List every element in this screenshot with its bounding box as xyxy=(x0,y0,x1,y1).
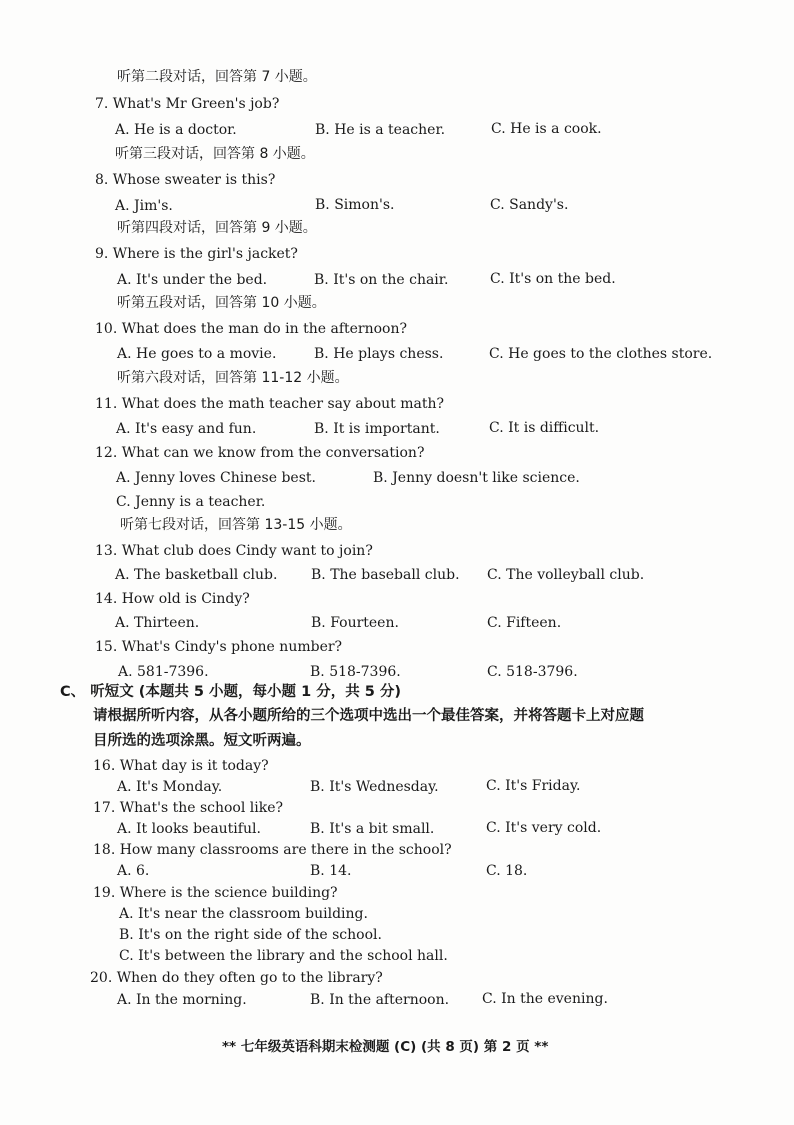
q17-option-b: B. It's a bit small. xyxy=(310,821,435,837)
q19-option-a: A. It's near the classroom building. xyxy=(119,906,368,922)
q10-option-b: B. He plays chess. xyxy=(314,346,444,362)
page-footer: ** 七年级英语科期末检测题 (C) (共 8 页) 第 2 页 ** xyxy=(222,1039,549,1055)
q8-option-a: A. Jim's. xyxy=(115,198,173,214)
q13-option-b: B. The baseball club. xyxy=(311,567,460,583)
q9-stem: 9. Where is the girl's jacket? xyxy=(95,246,298,262)
q9-option-b: B. It's on the chair. xyxy=(314,272,449,288)
q7-option-a: A. He is a doctor. xyxy=(115,122,237,138)
q8-option-c: C. Sandy's. xyxy=(490,197,569,213)
q7-option-c: C. He is a cook. xyxy=(491,121,602,137)
dialogue-6-prompt: 听第六段对话，回答第 11-12 小题。 xyxy=(117,370,349,386)
q14-stem: 14. How old is Cindy? xyxy=(95,591,250,607)
q18-stem: 18. How many classrooms are there in the school? xyxy=(93,842,452,858)
q16-option-a: A. It's Monday. xyxy=(117,779,223,795)
q16-stem: 16. What day is it today? xyxy=(93,758,269,774)
dialogue-7-prompt: 听第七段对话，回答第 13-15 小题。 xyxy=(120,517,352,533)
q17-option-c: C. It's very cold. xyxy=(486,820,602,836)
q12-option-a: A. Jenny loves Chinese best. xyxy=(116,470,316,486)
q10-option-c: C. He goes to the clothes store. xyxy=(489,346,713,362)
q9-option-a: A. It's under the bed. xyxy=(117,272,268,288)
q20-option-b: B. In the afternoon. xyxy=(310,992,450,1008)
q18-option-a: A. 6. xyxy=(117,863,150,879)
q11-option-a: A. It's easy and fun. xyxy=(116,421,257,437)
q13-stem: 13. What club does Cindy want to join? xyxy=(95,543,373,559)
section-c-instruction-line-2: 目所选的选项涂黑。短文听两遍。 xyxy=(93,733,311,749)
section-c-instruction-line-1: 请根据所听内容，从各小题所给的三个选项中选出一个最佳答案，并将答题卡上对应题 xyxy=(93,708,644,724)
q16-option-c: C. It's Friday. xyxy=(486,778,581,794)
q12-option-b: B. Jenny doesn't like science. xyxy=(373,470,580,486)
q12-option-c: C. Jenny is a teacher. xyxy=(116,494,266,510)
dialogue-2-prompt: 听第二段对话，回答第 7 小题。 xyxy=(117,69,317,85)
q16-option-b: B. It's Wednesday. xyxy=(310,779,439,795)
q9-option-c: C. It's on the bed. xyxy=(490,271,616,287)
q17-stem: 17. What's the school like? xyxy=(93,800,284,816)
q14-option-b: B. Fourteen. xyxy=(311,615,399,631)
q11-stem: 11. What does the math teacher say about math? xyxy=(95,396,444,412)
q18-option-b: B. 14. xyxy=(310,863,352,879)
q20-option-c: C. In the evening. xyxy=(482,991,608,1007)
q15-option-b: B. 518-7396. xyxy=(310,664,401,680)
q7-option-b: B. He is a teacher. xyxy=(315,122,446,138)
q20-stem: 20. When do they often go to the library? xyxy=(90,970,383,986)
dialogue-4-prompt: 听第四段对话，回答第 9 小题。 xyxy=(117,220,317,236)
q13-option-c: C. The volleyball club. xyxy=(487,567,645,583)
section-c-heading: C、 听短文 (本题共 5 小题，每小题 1 分，共 5 分) xyxy=(60,684,402,700)
q19-option-b: B. It's on the right side of the school. xyxy=(119,927,382,943)
q11-option-c: C. It is difficult. xyxy=(489,420,600,436)
q19-stem: 19. Where is the science building? xyxy=(93,885,338,901)
q20-option-a: A. In the morning. xyxy=(117,992,247,1008)
q10-option-a: A. He goes to a movie. xyxy=(117,346,277,362)
q11-option-b: B. It is important. xyxy=(314,421,440,437)
q19-option-c: C. It's between the library and the school hall. xyxy=(119,948,448,964)
dialogue-5-prompt: 听第五段对话，回答第 10 小题。 xyxy=(117,295,326,311)
q10-stem: 10. What does the man do in the afternoon? xyxy=(95,321,408,337)
q13-option-a: A. The basketball club. xyxy=(115,567,278,583)
q17-option-a: A. It looks beautiful. xyxy=(117,821,261,837)
q14-option-c: C. Fifteen. xyxy=(487,615,562,631)
q14-option-a: A. Thirteen. xyxy=(115,615,200,631)
q7-stem: 7. What's Mr Green's job? xyxy=(95,96,280,112)
q15-stem: 15. What's Cindy's phone number? xyxy=(95,639,343,655)
dialogue-3-prompt: 听第三段对话，回答第 8 小题。 xyxy=(115,146,315,162)
q8-option-b: B. Simon's. xyxy=(315,197,395,213)
q12-stem: 12. What can we know from the conversation? xyxy=(95,445,425,461)
q8-stem: 8. Whose sweater is this? xyxy=(95,172,276,188)
q15-option-a: A. 581-7396. xyxy=(118,664,209,680)
q18-option-c: C. 18. xyxy=(486,863,528,879)
q15-option-c: C. 518-3796. xyxy=(487,664,578,680)
